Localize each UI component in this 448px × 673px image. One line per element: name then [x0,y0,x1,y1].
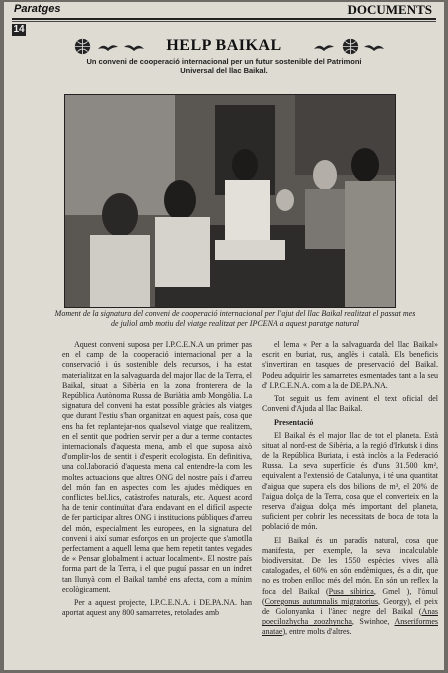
paragraph [262,536,438,638]
paragraph: Per a aquest projecte, I.P.C.E.N.A. i DE.PA.NA. han aportat aquest any 800 samarretes, retolades amb [62,598,252,618]
text-run: , Gmel ), l'òmul ( [262,586,438,606]
paragraph: Aquest conveni suposa per I.P.C.E.N.A un primer pas en el camp de la cooperació internacional per a la conservació i ús sostenible dels recursos, i ha estat materialitzat en la salvaguarda del major llac de la Terra, el Baikal, situat a Sibèria en la zona fronterera de la República Autònoma Russa de Buriàtia amb Mongòlia. La signatura del conveni ha estat possible gràcies als viatges que durant l'estiu s'han organitzat en aquest país, cosa que ens ha fet replantejar-nos qualsevol viatge que realitzem, en el sentit que podrien servir per a dur a terme contactes internacionals d'aquesta mena, amb el que suposa això d'omplir-los de sentit i d'esperit ecologista. En definitiva, una col.laboració d'aquesta mena cal entendre-la com les moltes actuacions que altres ONG del nostre país i d'arreu del món fan en aspectes com les ajudes mèdiques en conflictes bel.lics, catàstrofes naturals, etc. Aquest acord ha de tenir continuïtat d'ara endavant en el difícil aspecte de fer participar altres ONG i institucions públiques d'arreu del món, especialment les europees, en la signatura del conveni i així sumar esforços en un projecte que s'amotlla perfectament a aquell lema que hem repetit tantes vegades de « Pensar globalment i actuar localment». El nostre país forma part de la Terra, i el que puguí passar en un indret tan llunyà com el Baikal també ens afecta, com a mínim ecològicament. [62,340,252,594]
header-rule [12,18,436,20]
paragraph: El Baikal és el major llac de tot el planeta. Està situat al nord-est de Sibèria, a la regió d'Irkutsk i dins de la República Buriata, i està inclòs a la Federació Russa. La seva superfície és d'uns 31.500 km², equivalent a l'extensió de Catalunya, i té una quantitat d'aigua que supera els dos bilions de m³, el 20% de l'aigua dolça de la Terra, cosa que el converteix en la reserva d'aigua dolça més important del planeta, suficient per cobrir les necessitats de boca de tota la població de món. [262,430,438,532]
species-name: Pusa sibirica [328,586,374,596]
article-column-left [62,340,252,665]
page-number: 14 [13,24,25,35]
text-run: , Georgy), el peix de Golonyanka i l'ànec negre del Baikal ( [262,596,438,617]
signing-photo [64,94,396,308]
section-header-right: DOCUMENTS [347,2,432,17]
article-subtitle: Un conveni de cooperació internacional per un futur sostenible del Patrimoni Universal del llac Baikal. [86,57,362,75]
species-name: Anas poecilozhycha zoozhyncha [262,607,438,627]
paragraph: Tot seguit us fem avinent el text oficial del Conveni d'Ajuda al llac Baikal. [262,394,438,414]
section-header-left: Paratges [14,3,61,15]
text-run: ), entre molts d'altres. [282,627,352,637]
section-heading: Presentació [274,418,314,428]
text-run: , Swinhoe, [351,617,395,627]
article-title: HELP BAIKAL [166,37,282,54]
paragraph: el lema « Per a la salvaguarda del llac Baikal» escrit en buriat, rus, anglès i català. Els beneficis s'invertiran en tasques de preservació del Baikal. Podeu adquirir les samarretes esmentades tant a la seu d' I.P.C.E.N.A. com a la de DE.PA.NA. [262,340,438,390]
magazine-page [4,2,444,670]
header-rule-thin [12,21,436,22]
species-name: Coregonus autumnalis migratorius [264,596,378,606]
photo-illustration [65,95,395,307]
text-run: El Baikal és un paradís natural, cosa que manifesta, per exemple, la seva incalculable biodiversitat. De les 1550 espècies vives allà catalogades, el 60% en són endèmiques, és a dir, que no es troben enlloc més del món. En són un reflex la foca del Baikal ( [262,535,438,596]
photo-caption: Moment de la signatura del conveni de cooperació internacional per l'ajut del llac Baikal realitzat el passat mes de juliol amb motiu del viatge realitzat per IPCENA a aquest paratge natural [54,309,416,328]
species-name: Anseriformes anatae [262,617,438,637]
article-column-right [262,340,438,665]
